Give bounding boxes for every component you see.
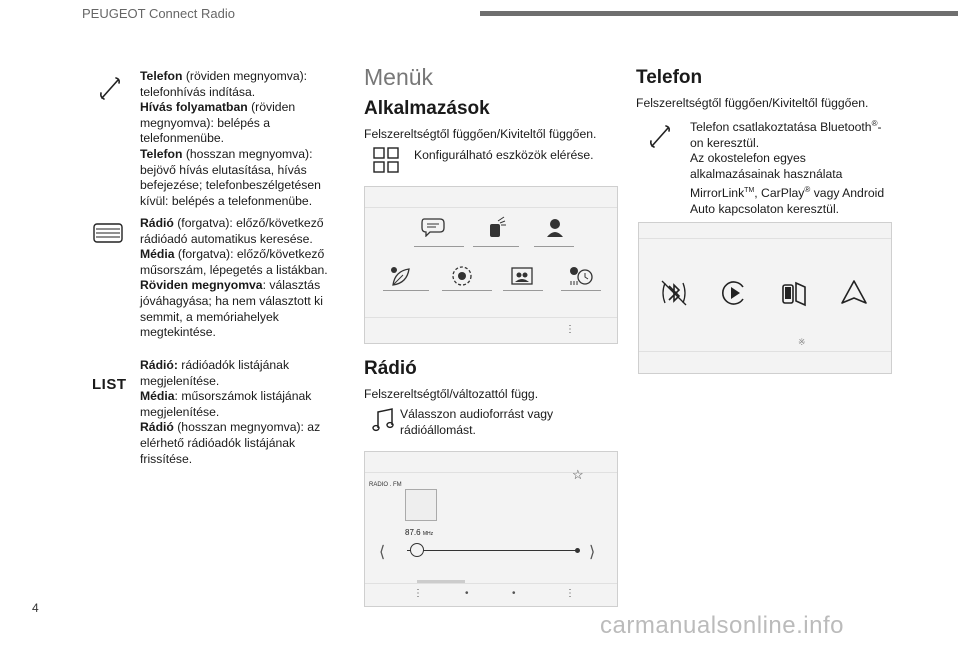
slider-end-dot xyxy=(575,548,580,553)
phone-handset-icon xyxy=(646,122,674,150)
desc-text: Az okostelefon egyes alkalmazásainak használata MirrorLink xyxy=(690,151,843,201)
term: Röviden megnyomva xyxy=(140,278,263,293)
next-station-icon[interactable]: ⟩ xyxy=(589,544,596,561)
phone-app-icon[interactable] xyxy=(484,215,508,244)
apps-note: Felszereltségtől függően/Kiviteltől függően. xyxy=(364,127,597,141)
term: Hívás folyamatban xyxy=(140,100,248,115)
term: Rádió xyxy=(140,216,174,230)
phone-screen xyxy=(638,222,892,374)
running-header: PEUGEOT Connect Radio xyxy=(82,6,235,21)
watermark: carmanualsonline.info xyxy=(600,612,844,639)
list-button-label: LIST xyxy=(92,376,127,393)
phone-heading: Telefon xyxy=(636,67,703,88)
list-button-description xyxy=(140,358,340,467)
frequency-value: 87.6 xyxy=(405,528,421,537)
radio-note: Felszereltségtől/változattól függ. xyxy=(364,387,539,401)
page-number: 4 xyxy=(32,601,39,615)
bluetooth-status-icon: ※ xyxy=(798,337,806,347)
term: Rádió: xyxy=(140,358,178,372)
menu-dots-icon[interactable]: ⋮ xyxy=(413,588,423,599)
definition: (röviden megnyomva): belépés a telefonmenübe. xyxy=(140,100,296,146)
messages-app-icon[interactable] xyxy=(416,215,448,242)
radio-description: Válasszon audioforrást vagy rádióállomást. xyxy=(400,407,554,437)
definition: (hosszan megnyomva): bejövő hívás elutasítása, hívás befejezése; telefonbeszélgetésen kívül: belépés a telefonmenübe. xyxy=(140,146,321,208)
apps-screen xyxy=(364,186,618,344)
trademark-mark: TM xyxy=(744,187,755,195)
term: Média xyxy=(140,247,175,262)
carplay-icon[interactable] xyxy=(719,277,749,314)
bluetooth-icon[interactable] xyxy=(659,277,689,314)
definition: (forgatva): előző/következő rádióadó automatikus keresése. xyxy=(140,216,324,246)
thumbwheel-description xyxy=(140,216,340,341)
definition: (röviden megnyomva): telefonhívás indítása. xyxy=(140,69,308,99)
desc-text: Telefon csatlakoztatása Bluetooth xyxy=(690,120,872,135)
section-title: Menük xyxy=(364,64,434,90)
android-auto-icon[interactable] xyxy=(839,277,869,314)
music-note-icon xyxy=(370,406,398,434)
definition: : műsorszámok listájának megjelenítése. xyxy=(140,389,312,419)
header-rule xyxy=(480,11,958,16)
phone-description xyxy=(690,116,890,218)
mirrorlink-icon[interactable] xyxy=(779,277,809,314)
definition: rádióadók listájának megjelenítése. xyxy=(140,358,290,388)
radio-screen xyxy=(364,451,618,607)
apps-description: Konfigurálható eszközök elérése. xyxy=(414,148,594,162)
radio-band-label: RADIO . FM xyxy=(369,482,402,488)
thumbwheel-icon xyxy=(92,222,124,244)
term: Média xyxy=(140,389,175,404)
phone-note: Felszereltségtől függően/Kiviteltől függően. xyxy=(636,96,869,110)
apps-grid-icon xyxy=(372,146,400,174)
apps-heading: Alkalmazások xyxy=(364,98,490,119)
term: Rádió xyxy=(140,420,174,435)
frequency-slider-knob[interactable] xyxy=(410,543,424,557)
phone-button-description xyxy=(140,69,340,209)
registered-mark: ® xyxy=(804,185,811,195)
frequency-unit: MHz xyxy=(422,531,434,537)
definition: : választás jóváhagyása; ha nem választott ki semmit, a memóriahelyek megtekintése. xyxy=(140,278,323,340)
previous-station-icon[interactable]: ⟨ xyxy=(379,544,386,561)
desc-text: , CarPlay xyxy=(754,186,805,201)
term: Telefon xyxy=(140,146,183,161)
term: Telefon xyxy=(140,69,183,83)
registered-mark: ® xyxy=(871,119,878,128)
page-dot-icon[interactable]: • xyxy=(465,588,469,599)
user-app-icon[interactable] xyxy=(543,215,567,244)
more-options-icon[interactable]: ⋮ xyxy=(565,588,575,599)
radio-heading: Rádió xyxy=(364,358,417,379)
phone-handset-icon xyxy=(96,74,124,102)
favorite-star-icon[interactable]: ☆ xyxy=(572,467,584,482)
more-options-icon[interactable]: ⋮ xyxy=(565,324,575,335)
desc-text: -on keresztül. xyxy=(690,120,882,150)
station-artwork xyxy=(405,489,437,521)
frequency-slider-track[interactable] xyxy=(407,550,577,551)
frequency-readout xyxy=(405,528,433,537)
page-dot-icon[interactable]: • xyxy=(512,588,516,599)
definition: (hosszan megnyomva): az elérhető rádióadók listájának frissítése. xyxy=(140,420,321,466)
desc-text: vagy Android Auto kapcsolaton keresztül. xyxy=(690,186,885,217)
definition: (forgatva): előző/következő műsorszám, lépegetés a listákban. xyxy=(140,247,328,277)
contacts-app-icon[interactable] xyxy=(510,265,534,292)
